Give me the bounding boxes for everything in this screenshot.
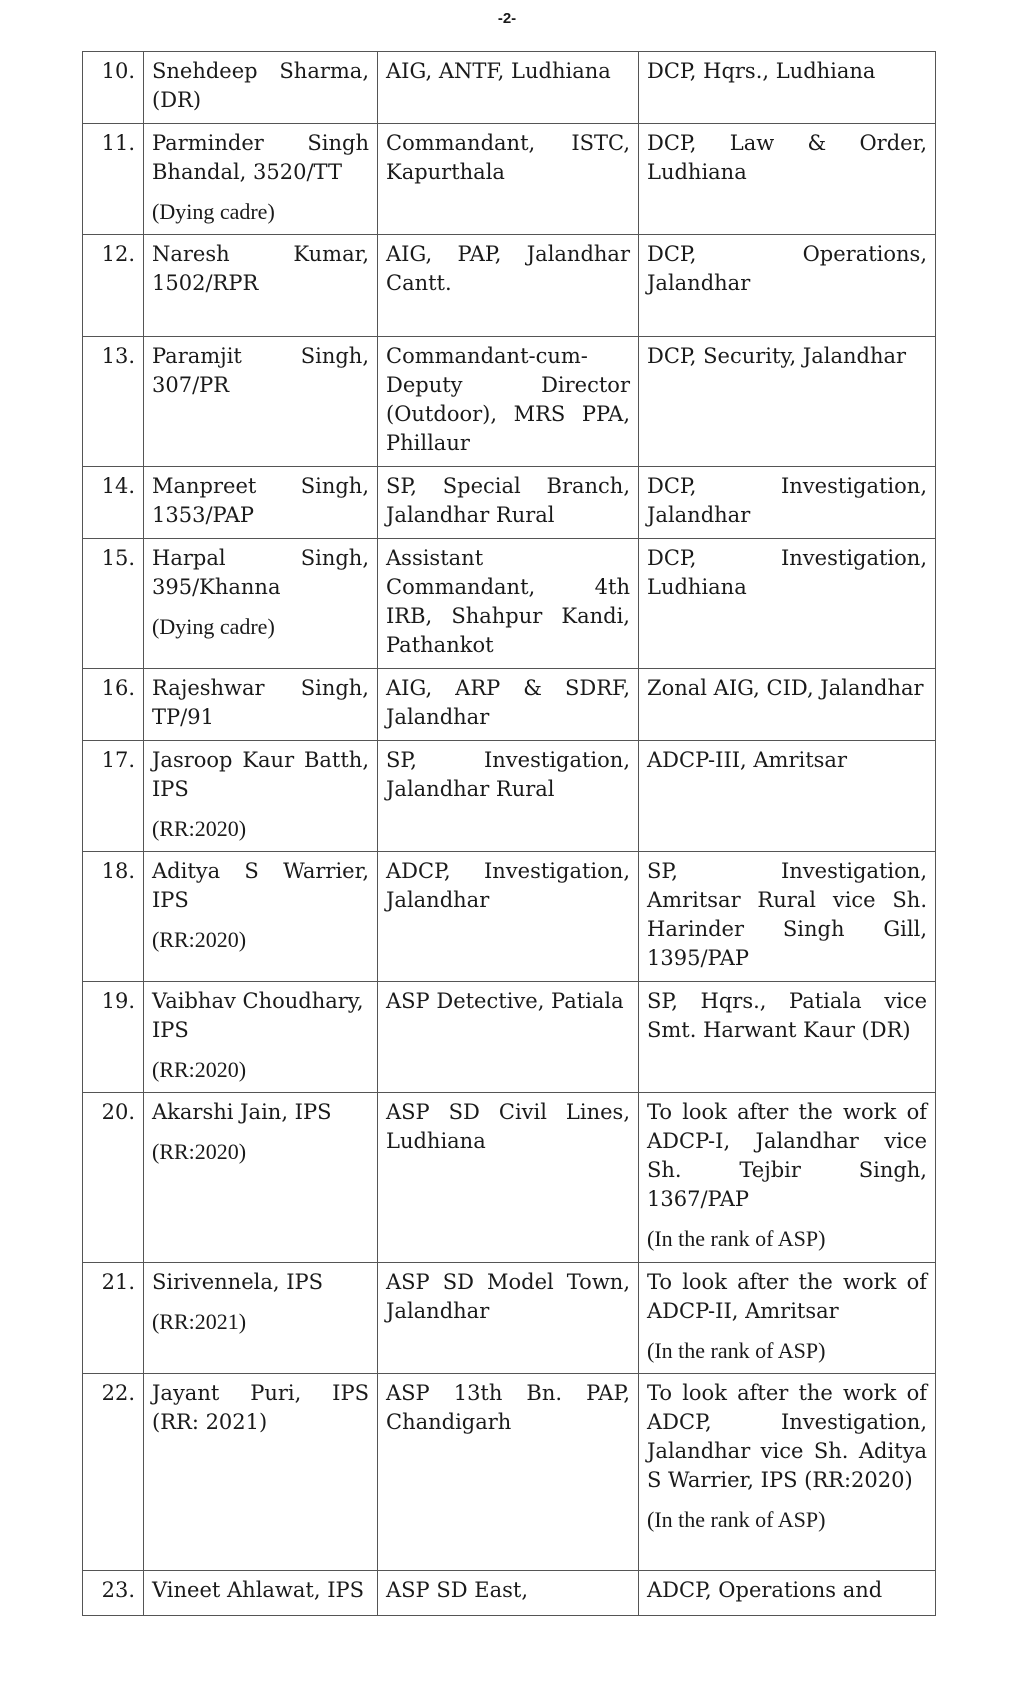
- serial-number: 21.: [83, 1263, 144, 1374]
- officer-name: Harpal Singh, 395/Khanna (Dying cadre): [144, 539, 378, 669]
- table-row: [83, 1374, 936, 1571]
- table-row: [83, 741, 936, 852]
- cadre-note: (Dying cadre): [152, 199, 275, 224]
- cadre-note: (Dying cadre): [152, 614, 275, 639]
- table-row: [83, 539, 936, 669]
- serial-number: 11.: [83, 124, 144, 235]
- officer-name: Jayant Puri, IPS (RR: 2021): [144, 1374, 378, 1571]
- officer-name: Parminder Singh Bhandal, 3520/TT (Dying cadre): [144, 124, 378, 235]
- table-row: [83, 52, 936, 124]
- officer-name: Naresh Kumar, 1502/RPR: [144, 235, 378, 337]
- serial-number: 16.: [83, 669, 144, 741]
- new-posting: DCP, Operations, Jalandhar: [639, 235, 936, 337]
- present-posting: ASP SD East,: [378, 1571, 639, 1616]
- new-posting: DCP, Security, Jalandhar: [639, 337, 936, 467]
- serial-number: 13.: [83, 337, 144, 467]
- serial-number: 18.: [83, 852, 144, 982]
- new-posting: To look after the work of ADCP-II, Amritsar (In the rank of ASP): [639, 1263, 936, 1374]
- officer-name: Vineet Ahlawat, IPS: [144, 1571, 378, 1616]
- new-posting: To look after the work of ADCP-I, Jalandhar vice Sh. Tejbir Singh, 1367/PAP (In the rank of ASP): [639, 1093, 936, 1263]
- rank-note: (In the rank of ASP): [647, 1338, 826, 1363]
- present-posting: AIG, ANTF, Ludhiana: [378, 52, 639, 124]
- present-posting: AIG, PAP, Jalandhar Cantt.: [378, 235, 639, 337]
- serial-number: 10.: [83, 52, 144, 124]
- new-posting: DCP, Hqrs., Ludhiana: [639, 52, 936, 124]
- table-row: [83, 852, 936, 982]
- present-posting: ASP Detective, Patiala: [378, 982, 639, 1093]
- officer-name: Sirivennela, IPS (RR:2021): [144, 1263, 378, 1374]
- new-posting: DCP, Investigation, Jalandhar: [639, 467, 936, 539]
- officer-name: Snehdeep Sharma, (DR): [144, 52, 378, 124]
- new-posting: Zonal AIG, CID, Jalandhar: [639, 669, 936, 741]
- rank-note: (In the rank of ASP): [647, 1507, 826, 1532]
- new-posting: SP, Investigation, Amritsar Rural vice Sh. Harinder Singh Gill, 1395/PAP: [639, 852, 936, 982]
- table-row: [83, 124, 936, 235]
- table-row: [83, 1263, 936, 1374]
- serial-number: 20.: [83, 1093, 144, 1263]
- new-posting: DCP, Investigation, Ludhiana: [639, 539, 936, 669]
- table-row: [83, 982, 936, 1093]
- officer-name: Vaibhav Choudhary, IPS (RR:2020): [144, 982, 378, 1093]
- table-row: [83, 235, 936, 337]
- present-posting: ASP SD Model Town, Jalandhar: [378, 1263, 639, 1374]
- new-posting: ADCP-III, Amritsar: [639, 741, 936, 852]
- table-row: [83, 1571, 936, 1616]
- serial-number: 23.: [83, 1571, 144, 1616]
- batch-note: (RR:2020): [152, 927, 247, 952]
- batch-note: (RR:2020): [152, 816, 247, 841]
- table-row: [83, 467, 936, 539]
- serial-number: 22.: [83, 1374, 144, 1571]
- officer-name: Paramjit Singh, 307/PR: [144, 337, 378, 467]
- present-posting: ASP 13th Bn. PAP, Chandigarh: [378, 1374, 639, 1571]
- new-posting: ADCP, Operations and: [639, 1571, 936, 1616]
- present-posting: Commandant, ISTC, Kapurthala: [378, 124, 639, 235]
- present-posting: ASP SD Civil Lines, Ludhiana: [378, 1093, 639, 1263]
- present-posting: Assistant Commandant, 4th IRB, Shahpur Kandi, Pathankot: [378, 539, 639, 669]
- present-posting: AIG, ARP & SDRF, Jalandhar: [378, 669, 639, 741]
- new-posting: DCP, Law & Order, Ludhiana: [639, 124, 936, 235]
- officer-name: Akarshi Jain, IPS (RR:2020): [144, 1093, 378, 1263]
- officer-name: Aditya S Warrier, IPS (RR:2020): [144, 852, 378, 982]
- table-row: [83, 669, 936, 741]
- transfer-orders-table: [82, 51, 936, 1616]
- serial-number: 14.: [83, 467, 144, 539]
- serial-number: 17.: [83, 741, 144, 852]
- present-posting: SP, Investigation, Jalandhar Rural: [378, 741, 639, 852]
- page-number: -2-: [497, 10, 517, 27]
- table-row: [83, 1093, 936, 1263]
- officer-name: Jasroop Kaur Batth, IPS (RR:2020): [144, 741, 378, 852]
- batch-note: (RR:2020): [152, 1057, 247, 1082]
- officer-name: Rajeshwar Singh, TP/91: [144, 669, 378, 741]
- batch-note: (RR:2020): [152, 1139, 247, 1164]
- new-posting: To look after the work of ADCP, Investigation, Jalandhar vice Sh. Aditya S Warrier, IPS (RR:2020) (In the rank of ASP): [639, 1374, 936, 1571]
- rank-note: (In the rank of ASP): [647, 1226, 826, 1251]
- serial-number: 15.: [83, 539, 144, 669]
- batch-note: (RR:2021): [152, 1309, 247, 1334]
- serial-number: 19.: [83, 982, 144, 1093]
- present-posting: SP, Special Branch, Jalandhar Rural: [378, 467, 639, 539]
- present-posting: ADCP, Investigation, Jalandhar: [378, 852, 639, 982]
- officer-name: Manpreet Singh, 1353/PAP: [144, 467, 378, 539]
- table-body: [83, 52, 936, 1616]
- present-posting: Commandant-cum-Deputy Director (Outdoor), MRS PPA, Phillaur: [378, 337, 639, 467]
- new-posting: SP, Hqrs., Patiala vice Smt. Harwant Kaur (DR): [639, 982, 936, 1093]
- serial-number: 12.: [83, 235, 144, 337]
- table-row: [83, 337, 936, 467]
